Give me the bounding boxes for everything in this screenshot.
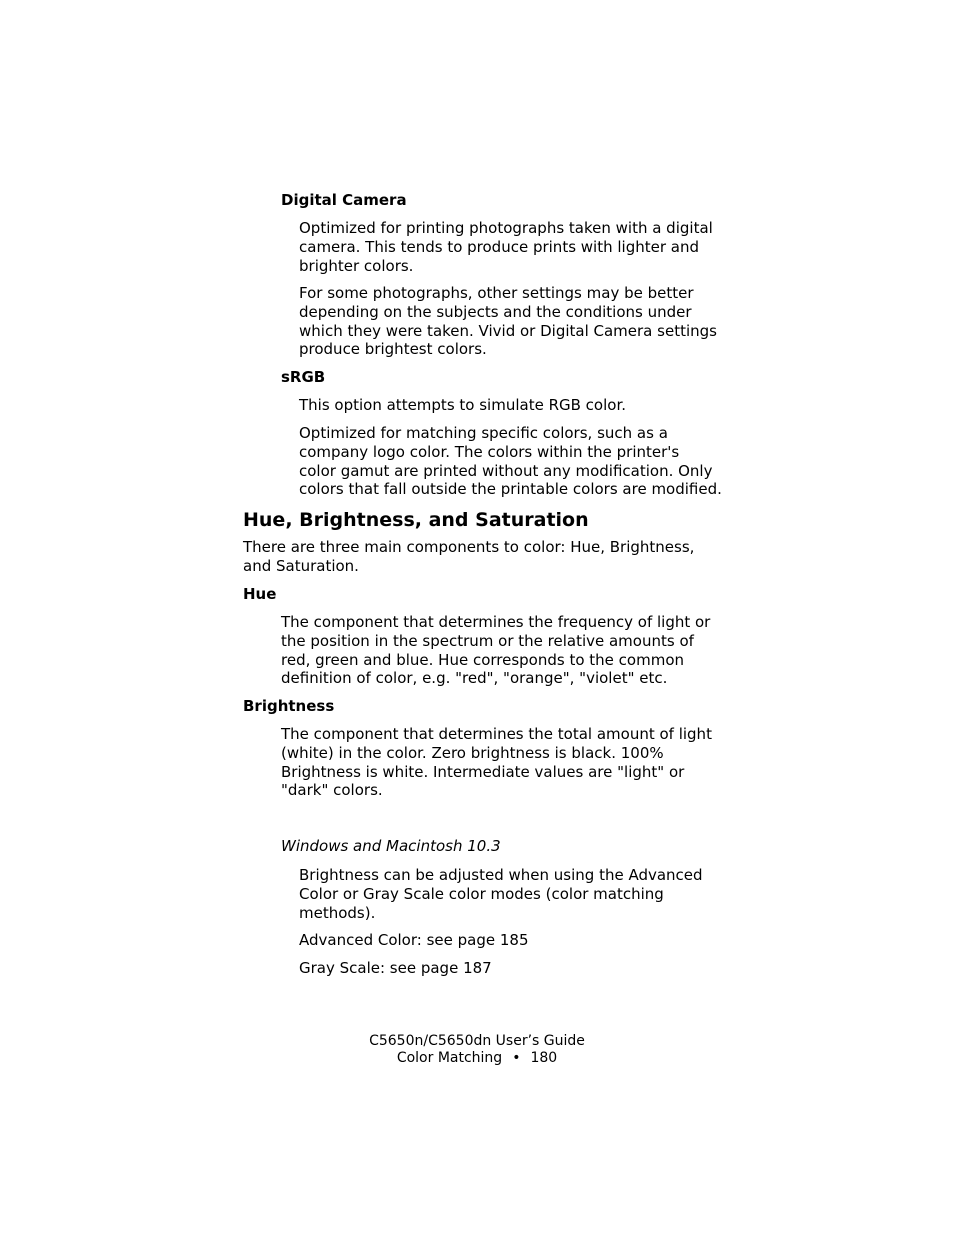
footer-section-line — [0, 1050, 954, 1068]
paragraph-advanced-color-ref: Advanced Color: see page 185 — [299, 931, 529, 949]
paragraph-digital-camera-2: For some photographs, other settings may be better depending on the subjects and the conditions under which they were taken. Vivid or Digital Camera settings produce brightest colors. — [299, 284, 717, 359]
footer-section: Color Matching — [396, 1050, 503, 1066]
footer-guide-title: C5650n/C5650dn User’s Guide — [369, 1033, 585, 1049]
paragraph-srgb-2: Optimized for matching specific colors, such as a company logo color. The colors within the printer's color gamut are printed without any modification. Only colors that fall outside the printable colors are modified. — [299, 424, 722, 499]
paragraph-digital-camera-1: Optimized for printing photographs taken with a digital camera. This tends to produce prints with lighter and brighter colors. — [299, 219, 713, 275]
heading-digital-camera: Digital Camera — [281, 191, 407, 209]
paragraph-windows-mac-1: Brightness can be adjusted when using the Advanced Color or Gray Scale color modes (color matching methods). — [299, 866, 703, 922]
heading-srgb: sRGB — [281, 368, 326, 386]
subheading-windows-mac: Windows and Macintosh 10.3 — [281, 837, 501, 855]
paragraph-gray-scale-ref: Gray Scale: see page 187 — [299, 959, 492, 977]
footer-page-number: 180 — [530, 1050, 558, 1066]
footer-bullet: • — [512, 1050, 521, 1066]
heading-hue: Hue — [243, 585, 277, 603]
paragraph-brightness: The component that determines the total amount of light (white) in the color. Zero brightness is black. 100% Brightness is white. Intermediate values are "light" or "dark" colors. — [281, 725, 712, 800]
heading-hue-brightness-saturation: Hue, Brightness, and Saturation — [243, 509, 589, 531]
paragraph-hue: The component that determines the frequency of light or the position in the spectrum or the relative amounts of red, green and blue. Hue corresponds to the common definition of color, e.g. "red", "orange", "violet" etc. — [281, 613, 711, 688]
paragraph-srgb-1: This option attempts to simulate RGB color. — [299, 396, 626, 414]
heading-brightness: Brightness — [243, 697, 335, 715]
paragraph-hbs-intro: There are three main components to color: Hue, Brightness, and Saturation. — [243, 538, 695, 575]
